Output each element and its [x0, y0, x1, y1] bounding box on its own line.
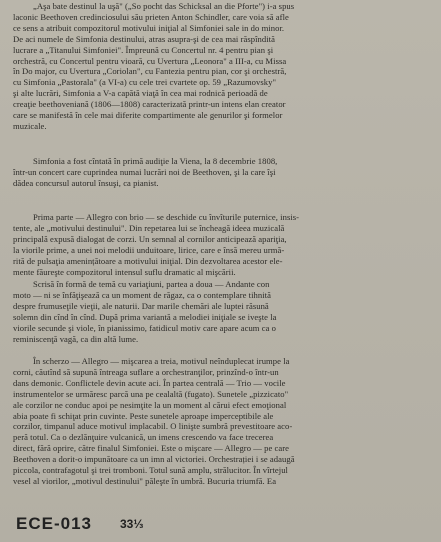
- text-line: Simfonia a fost cîntată în primă audiţie la Viena, la 8 decembrie 1808,: [33, 156, 278, 166]
- text-line: laconic Beethoven credinciosului său prieten Anton Schindler, care voia să afle: [13, 11, 289, 22]
- text-line: principală expusă dialogat de corzi. Un semnal al cornilor anticipează apariţia,: [13, 233, 287, 244]
- text-line: dădea concursul autorul însuşi, ca pianist.: [13, 177, 159, 188]
- text-line: despre frumuseţile vieţii, ale naturii. Dar marile chemări ale luptei răsună: [13, 300, 269, 311]
- text-line: moto — ni se înfăţişează ca un moment de răgaz, ca o contemplare tihnită: [13, 289, 271, 300]
- paragraph-scherzo-finale: [13, 356, 435, 487]
- text-line: instrumentelor se urmăresc parcă una pe cealaltă (fugato). Sunetele „pizzicato": [13, 388, 289, 399]
- text-line: mente făureşte compozitorul intensul suflu dramatic al mişcării.: [13, 266, 236, 277]
- text-line: corzilor, timpanul aduce motivul implacabil. O linişte sumbră prevestitoare aco-: [13, 421, 293, 432]
- text-line: rită de pulsaţia amenințătoare a motivului iniţial. Din dezvoltarea acestor ele-: [13, 255, 283, 266]
- text-line: creaţie beethoveniană (1806—1808) caracterizată printr-un intens elan creator: [13, 99, 286, 110]
- text-line: muzicale.: [13, 120, 47, 131]
- text-line: piccola, contrafagotul şi trei tromboni. Totul sună amplu, strălucitor. În vîrtejul: [13, 465, 288, 476]
- text-line: „Aşa bate destinul la uşă" („So pocht das Schicksal an die Pforte") i-a spus: [33, 1, 295, 11]
- text-line: dans demonic. Conflictele devin acute aci. În partea centrală — Trio — vocile: [13, 377, 286, 388]
- text-line: viorile secunde şi viole, în pianissimo, fatidicul motiv care apare acum ca o: [13, 322, 277, 333]
- text-line: tente, ale „motivului destinului". Din repetarea lui se încheagă ideea muzicală: [13, 222, 285, 233]
- text-line: vesel al viorilor, „motivul destinului" păleşte în umbră. Bucuria triumfă. Ea: [13, 475, 277, 486]
- text-line: reminiscenţă vagă, ca din altă lume.: [13, 333, 139, 344]
- text-line: şi alte lucrări, Simfonia a V-a capătă viaţă în cea mai rodnică perioadă de: [13, 88, 268, 99]
- paragraph-first-movement: [13, 212, 435, 277]
- text-line: lucrare a „Titanului Simfoniei". Împreună cu Concertul nr. 4 pentru pian şi: [13, 44, 274, 55]
- text-line: direct, fără oprire, către finalul Simfoniei. Este o mişcare — Allegro — pe care: [13, 443, 290, 454]
- catalog-number: ECE-013: [16, 514, 92, 533]
- text-line: la viorile prime, a unei noi melodii unduitoare, lirice, care e însă mereu urmă-: [13, 244, 285, 255]
- text-line: ce sens a atribuit compozitorul motivului iniţial al Simfoniei sale in do minor.: [13, 22, 285, 33]
- text-line: orchestră, cu Concertul pentru vioară, cu Uvertura „Leonora" a III-a, cu Missa: [13, 55, 287, 66]
- text-line: peră totul. Ca o dezlănţuire vulcanică, un imens crescendo va face trecerea: [13, 432, 274, 443]
- text-line: ale corzilor ne conduc apoi pe nesimţite la un moment al cărui efect emoţional: [13, 399, 287, 410]
- text-line: corni, căutînd să supună întreaga suflare a orchestranţilor, prinzînd-o într-un: [13, 366, 279, 377]
- text-line: solemn din cînd în cînd. După prima variantă a melodiei iniţiale se iveşte la: [13, 311, 277, 322]
- paragraph-second-movement: [13, 279, 435, 344]
- text-line: într-un concert care cuprindea numai lucrări noi de Beethoven, şi la care îşi: [13, 166, 276, 177]
- text-line: abia poate fi schiţat prin cuvinte. Peste sunetele aproape imperceptibile ale: [13, 410, 274, 421]
- text-line: cu Simfonia „Pastorala" (a VI-a) cu cele trei cvartete op. 59 „Razumovsky": [13, 77, 277, 88]
- text-line: Prima parte — Allegro con brio — se deschide cu învîturile puternice, insis-: [33, 212, 300, 222]
- text-line: Scrisă în formă de temă cu variaţiuni, partea a doua — Andante con: [33, 279, 270, 289]
- text-line: Beethoven a dorit-o impunătoare ca un imn al victoriei. Orchestrației i se adaugă: [13, 454, 295, 465]
- paragraph-intro: [13, 1, 435, 132]
- text-line: care se manifestă în cele mai diferite compartimente ale genurilor şi formelor: [13, 110, 283, 121]
- paragraph-premiere: [13, 156, 435, 189]
- text-line: În scherzo — Allegro — mişcarea a treia, motivul neînduplecat irumpe la: [33, 356, 290, 366]
- text-line: în Do major, cu Uvertura „Coriolan", cu Fantezia pentru pian, cor şi orchestră,: [13, 66, 287, 77]
- record-speed: 33⅓: [120, 517, 144, 531]
- text-line: De aci numele de Simfonia destinului, atras asupra-şi de cea mai răspîndită: [13, 33, 275, 44]
